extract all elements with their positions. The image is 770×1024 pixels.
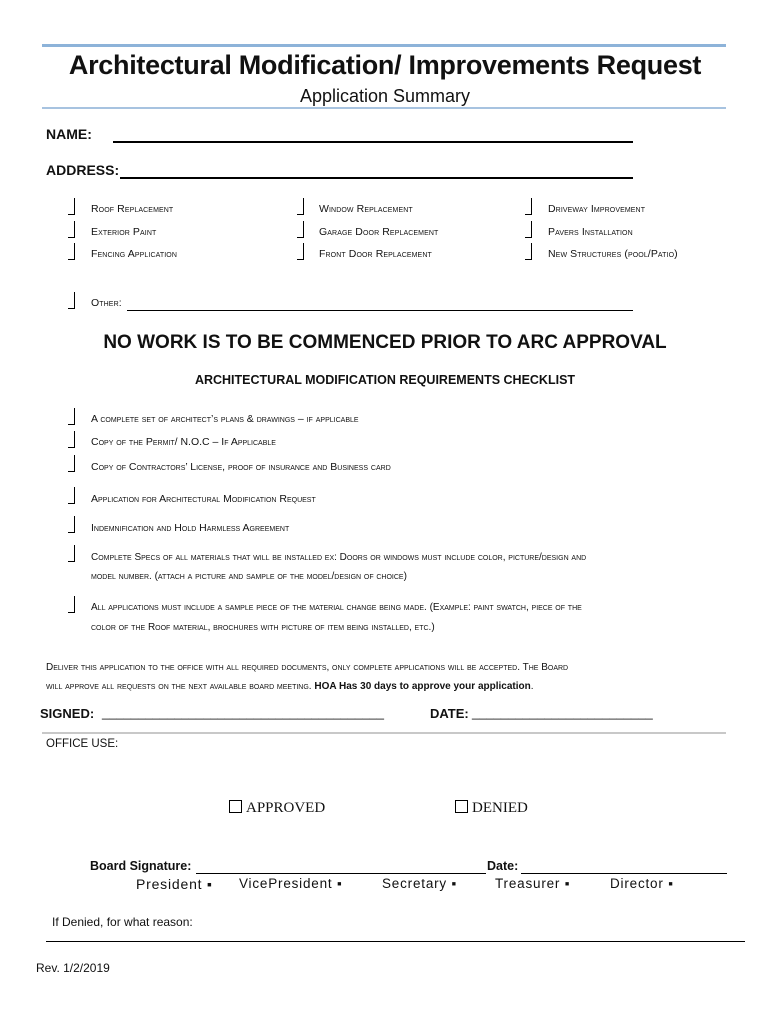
denied-checkbox[interactable] xyxy=(455,800,468,813)
delivery-line-2-end: . xyxy=(530,681,534,692)
office-rule xyxy=(42,732,726,734)
driveway-improvement-checkbox[interactable] xyxy=(525,198,532,215)
front-door-checkbox[interactable] xyxy=(297,243,304,260)
checklist-checkbox[interactable] xyxy=(68,545,75,562)
option-label: Driveway Improvement xyxy=(548,203,646,215)
signed-field[interactable]: _______________________________________ xyxy=(102,705,384,720)
denied-reason-field[interactable] xyxy=(46,941,745,942)
office-use-label: OFFICE USE: xyxy=(46,738,119,750)
header-rule xyxy=(42,107,726,109)
checklist-checkbox[interactable] xyxy=(68,408,75,425)
approved-option[interactable] xyxy=(229,800,325,817)
page-subtitle: Application Summary xyxy=(299,86,471,106)
window-replacement-checkbox[interactable] xyxy=(297,198,304,215)
checklist-checkbox[interactable] xyxy=(68,596,75,613)
checklist-title: ARCHITECTURAL MODIFICATION REQUIREMENTS CHECKLIST xyxy=(194,373,576,387)
role-director[interactable]: Director ▪ xyxy=(610,876,674,891)
option-label: New Structures (pool/Patio) xyxy=(548,248,678,260)
fencing-application-checkbox[interactable] xyxy=(68,243,75,260)
board-signature-field[interactable] xyxy=(196,873,486,874)
other-label: Other: xyxy=(91,297,122,309)
checklist-item: A complete set of architect’s plans & drawings – if applicable xyxy=(91,413,359,425)
name-label: NAME: xyxy=(46,126,92,142)
checklist-item: Indemnification and Hold Harmless Agreement xyxy=(91,522,290,534)
address-field[interactable] xyxy=(120,177,633,179)
option-label: Pavers Installation xyxy=(548,226,633,238)
other-field[interactable] xyxy=(127,310,633,311)
option-label: Garage Door Replacement xyxy=(319,226,439,238)
address-label: ADDRESS: xyxy=(46,162,120,178)
role-treasurer[interactable]: Treasurer ▪ xyxy=(495,876,571,891)
no-work-banner: NO WORK IS TO BE COMMENCED PRIOR TO ARC APPROVAL xyxy=(103,332,667,353)
approved-label: APPROVED xyxy=(246,800,326,816)
checklist-item: Complete Specs of all materials that will be installed ex: Doors or windows must include color, picture/design and xyxy=(91,552,587,563)
role-vice-president[interactable]: VicePresident ▪ xyxy=(239,876,343,891)
exterior-paint-checkbox[interactable] xyxy=(68,221,75,238)
option-label: Front Door Replacement xyxy=(319,248,432,260)
approved-checkbox[interactable] xyxy=(229,800,242,813)
checklist-checkbox[interactable] xyxy=(68,431,75,448)
roof-replacement-checkbox[interactable] xyxy=(68,198,75,215)
other-checkbox[interactable] xyxy=(68,292,75,309)
delivery-deadline: HOA Has 30 days to approve your application xyxy=(314,681,531,692)
board-date-label: Date: xyxy=(487,859,519,873)
denied-option[interactable] xyxy=(455,800,528,817)
delivery-line-2-text: will approve all requests on the next available board meeting. xyxy=(46,681,312,692)
delivery-line-1: Deliver this application to the office with all required documents, only complete applications will be accepted. The Board xyxy=(46,662,569,673)
delivery-note xyxy=(46,658,736,696)
option-label: Roof Replacement xyxy=(91,203,174,215)
date-field[interactable]: _________________________ xyxy=(472,705,653,720)
checklist-checkbox[interactable] xyxy=(68,455,75,472)
checklist-item-continued: color of the Roof material, brochures with picture of item being installed, etc.) xyxy=(91,622,435,633)
role-secretary[interactable]: Secretary ▪ xyxy=(382,876,458,891)
checklist-checkbox[interactable] xyxy=(68,516,75,533)
checklist-item-continued: model number. (attach a picture and sample of the model/design of choice) xyxy=(91,571,407,582)
denied-label: DENIED xyxy=(472,800,528,816)
checklist-item: Application for Architectural Modification Request xyxy=(91,493,316,505)
option-label: Window Replacement xyxy=(319,203,413,215)
board-date-field[interactable] xyxy=(521,873,727,874)
denied-reason-label: If Denied, for what reason: xyxy=(52,915,193,929)
board-signature-label: Board Signature: xyxy=(90,859,192,873)
revision-label: Rev. 1/2/2019 xyxy=(36,961,110,975)
new-structures-checkbox[interactable] xyxy=(525,243,532,260)
name-field[interactable] xyxy=(113,141,633,143)
pavers-installation-checkbox[interactable] xyxy=(525,221,532,238)
top-rule xyxy=(42,44,726,47)
date-label: DATE: xyxy=(430,706,469,721)
page-title: Architectural Modification/ Improvements Request xyxy=(68,50,702,80)
garage-door-checkbox[interactable] xyxy=(297,221,304,238)
checklist-item: Copy of the Permit/ N.O.C – If Applicable xyxy=(91,436,276,448)
option-label: Exterior Paint xyxy=(91,226,157,238)
role-president[interactable]: President ▪ xyxy=(136,876,213,892)
delivery-line-2 xyxy=(46,677,736,696)
checklist-item: Copy of Contractors’ License, proof of insurance and Business card xyxy=(91,461,391,473)
checklist-item: All applications must include a sample piece of the material change being made. (Example: paint swatch, piece of the xyxy=(91,602,582,613)
signed-label: SIGNED: xyxy=(40,706,95,721)
option-label: Fencing Application xyxy=(91,248,177,260)
checklist-checkbox[interactable] xyxy=(68,487,75,504)
